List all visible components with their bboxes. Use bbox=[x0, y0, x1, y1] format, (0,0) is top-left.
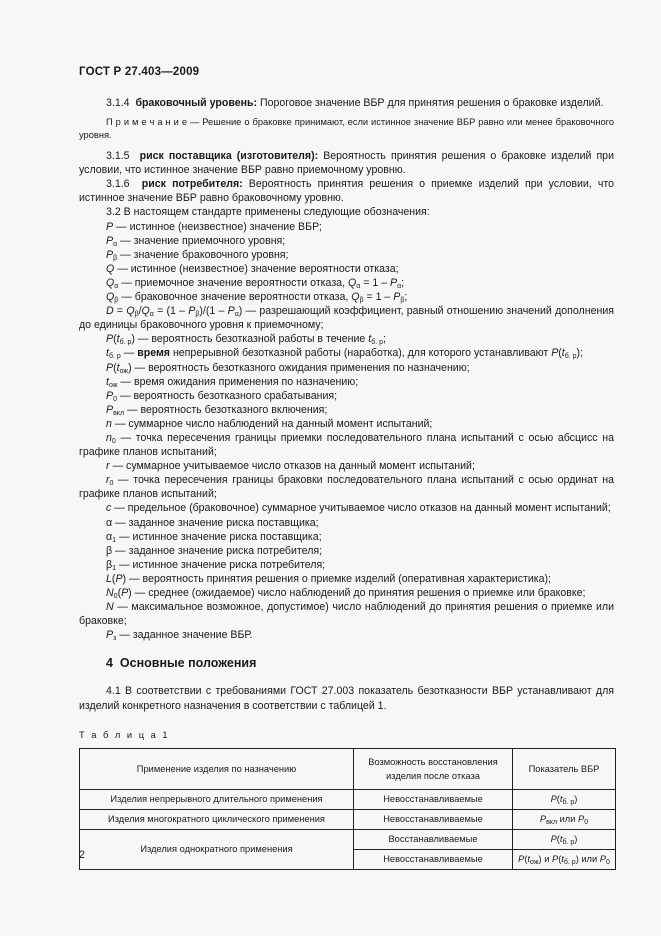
sym-c: c — предельное (браковочное) суммарное учитываемое число отказов на данный момент испытаний; bbox=[106, 502, 611, 515]
sym-r0: $r_0$ — точка пересечения границы браковки последовательного плана испытаний с осью ординат на графике планов испытаний; bbox=[79, 474, 614, 501]
table-caption: Т а б л и ц а 1 bbox=[79, 729, 170, 740]
sym-N0P: $N_0(P)$ — среднее (ожидаемое) число наблюдений до принятия решения о приемке или браковке; bbox=[106, 587, 586, 600]
sym-Pvkl: $P_{вкл}$ — вероятность безотказного включения; bbox=[106, 403, 328, 417]
col-header-indicator: Показатель ВБР bbox=[513, 748, 616, 789]
sym-Qb: $Q_\beta$ — браковочное значение вероятности отказа, $Q_\beta = 1 - P_\beta$; bbox=[106, 291, 408, 305]
sym-Pz: $P_з$ — заданное значение ВБР. bbox=[106, 629, 253, 643]
table-row bbox=[80, 809, 616, 829]
cell-indicator: $P(t_{ож})$ и $P(t_{б. р})$ или $P_0$ bbox=[513, 849, 616, 869]
sym-beta: β — заданное значение риска потребителя; bbox=[106, 544, 323, 557]
col-header-application: Применение изделия по назначению bbox=[80, 748, 354, 789]
sym-t: $t_{б. р}$ — время непрерывной безотказной работы (наработка), для которого устанавливают $P(t_{б. р})$; bbox=[106, 347, 584, 361]
sym-Qa: $Q_\alpha$ — приемочное значение вероятности отказа, $Q_\alpha = 1 - P_\alpha$; bbox=[106, 276, 405, 290]
table-header-row bbox=[80, 748, 616, 789]
sym-Ptozh: $P(t_{ож})$ — вероятность безотказного ожидания применения по назначению; bbox=[106, 361, 470, 375]
cell-indicator: $P(t_{б. р})$ bbox=[513, 789, 616, 809]
sym-D: $D = Q_\beta/Q_\alpha = (1 - P_\beta)/(1 - P_\alpha)$ — разрешающий коэффициент, равный отношению значений дополнения до единицы браковочного уровня к приемочному; bbox=[79, 305, 614, 332]
sym-r: r — суммарное учитываемое число отказов на данный момент испытаний; bbox=[106, 460, 475, 473]
note: П р и м е ч а н и е — Решение о браковке принимают, если истинное значение ВБР равно или менее браковочного уровня. bbox=[79, 117, 614, 141]
term: риск потребителя: bbox=[141, 178, 243, 191]
sym-Q: Q — истинное (неизвестное) значение вероятности отказа; bbox=[106, 262, 399, 275]
cell-restore: Невосстанавливаемые bbox=[354, 809, 513, 829]
clause-3-1-6: 3.1.6 риск потребителя: Вероятность принятия решения о приемке изделий при условии, что истинное значение ВБР равно браковочному уровню. bbox=[79, 178, 614, 205]
sym-alpha1: $\alpha_1$ — истинное значение риска поставщика; bbox=[106, 530, 322, 544]
sym-Pt: $P(t_{б. р})$ — вероятность безотказной работы в течение $t_{б. р}$; bbox=[106, 333, 386, 347]
clause-3-1-4: 3.1.4 браковочный уровень: Пороговое значение ВБР для принятия решения о браковке изделий. bbox=[106, 97, 604, 109]
sym-P0: $P_0$ — вероятность безотказного срабатывания; bbox=[106, 389, 338, 403]
section-4-title: 4 Основные положения bbox=[106, 656, 257, 671]
cell-restore: Восстанавливаемые bbox=[354, 829, 513, 849]
cell-application: Изделия однократного применения bbox=[80, 829, 354, 869]
sym-N: N — максимальное возможное, допустимое) число наблюдений до принятия решения о приемке или браковке; bbox=[79, 601, 614, 628]
table-1 bbox=[79, 748, 616, 870]
cell-indicator: $P(t_{б. р})$ bbox=[513, 829, 616, 849]
sym-LP: L(P) — вероятность принятия решения о приемке изделий (оперативная характеристика); bbox=[106, 572, 551, 585]
page-header: ГОСТ Р 27.403—2009 bbox=[79, 66, 200, 78]
cell-restore: Невосстанавливаемые bbox=[354, 849, 513, 869]
cell-application: Изделия многократного циклического применения bbox=[80, 809, 354, 829]
sym-n0: $n_0$ — точка пересечения границы приемки последовательного плана испытаний с осью абсцисс на графике планов испытаний; bbox=[79, 431, 614, 459]
sym-P: P — истинное (неизвестное) значение ВБР; bbox=[106, 220, 322, 233]
page-content bbox=[79, 96, 614, 870]
cell-restore: Невосстанавливаемые bbox=[354, 789, 513, 809]
clause-3-1-5: 3.1.5 риск поставщика (изготовителя): Вероятность принятия решения о браковке изделий при условии, что истинное значение ВБР равно приемочному уровню. bbox=[79, 150, 614, 177]
term: риск поставщика (изготовителя): bbox=[139, 150, 319, 163]
sym-n: n — суммарное число наблюдений на данный момент испытаний; bbox=[106, 417, 433, 430]
table-row bbox=[80, 789, 616, 809]
sym-Pb: $P_\beta$ — значение браковочного уровня; bbox=[106, 248, 289, 262]
clause-3-2: 3.2 В настоящем стандарте применены следующие обозначения: bbox=[106, 206, 430, 219]
sym-beta1: $\beta_1$ — истинное значение риска потребителя; bbox=[106, 558, 326, 572]
table-row bbox=[80, 829, 616, 849]
clause-4-1: 4.1 В соответствии с требованиями ГОСТ 27.003 показатель безотказности ВБР устанавливают для изделий конкретного назначения в соответствии с таблицей 1. bbox=[79, 685, 614, 712]
sym-alpha: α — заданное значение риска поставщика; bbox=[106, 516, 319, 529]
cell-application: Изделия непрерывного длительного применения bbox=[80, 789, 354, 809]
page-number: 2 bbox=[79, 849, 85, 861]
sym-Pa: $P_\alpha$ — значение приемочного уровня; bbox=[106, 234, 286, 248]
cell-indicator: $P_{вкл}$ или $P_0$ bbox=[513, 809, 616, 829]
col-header-restore: Возможность восстановления изделия после отказа bbox=[354, 748, 513, 789]
sym-tozh: $t_{ож}$ — время ожидания применения по назначению; bbox=[106, 375, 359, 389]
term: браковочный уровень: bbox=[135, 97, 258, 109]
